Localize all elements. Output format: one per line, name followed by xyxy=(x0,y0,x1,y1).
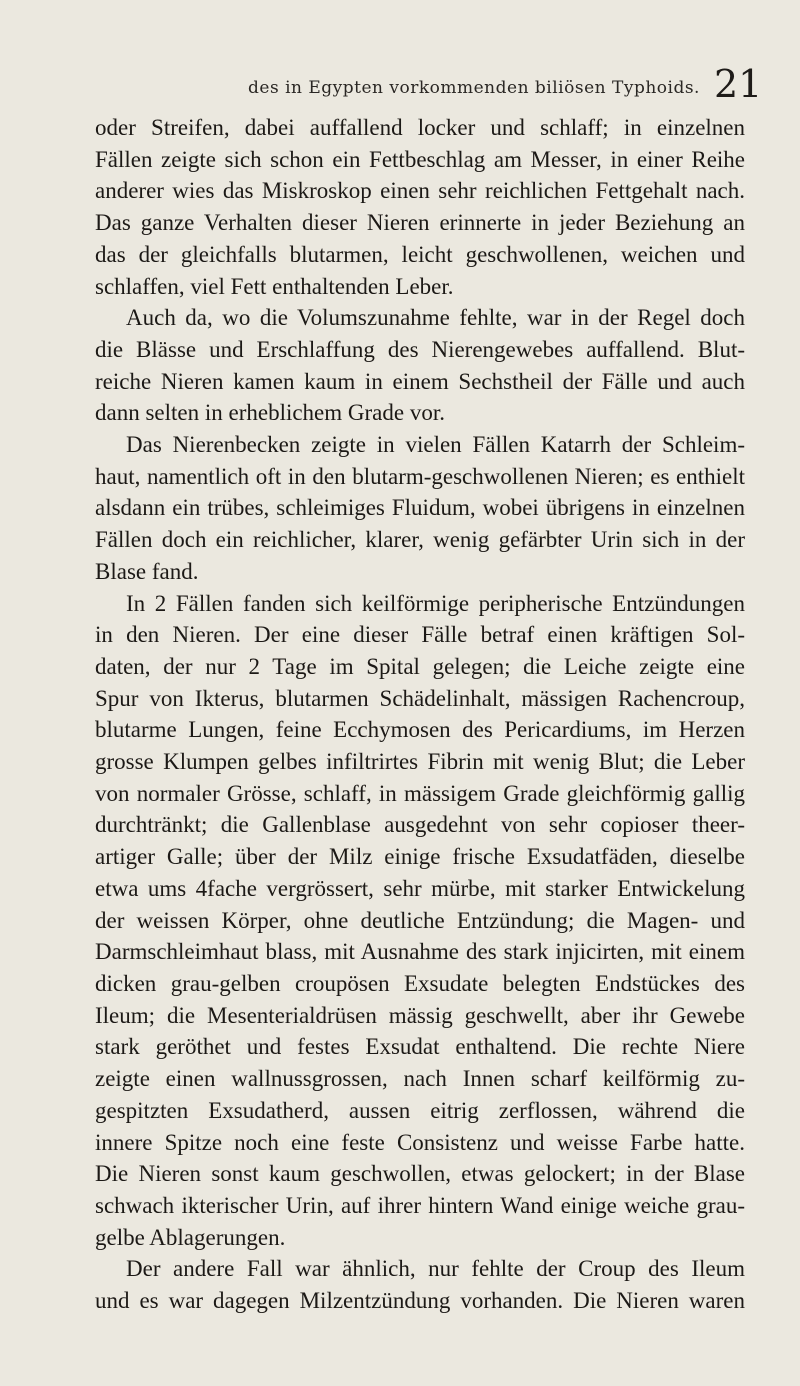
text-line: oder Streifen, dabei auffallend locker und schlaff; in einzelnen xyxy=(95,115,745,140)
page-number: 21 xyxy=(714,62,763,106)
text-line: dicken grau-gelben croupösen Exsudate belegten Endstückes des xyxy=(95,970,745,996)
text-line: Das Nierenbecken zeigte in vielen Fällen Katarrh der Schleim- xyxy=(126,432,745,458)
text-line: die Blässe und Erschlaffung des Nierengewebes auffallend. Blut- xyxy=(95,336,745,362)
text-line: Darmschleimhaut blass, mit Ausnahme des stark injicirten, mit einem xyxy=(95,939,745,965)
text-line: stark geröthet und festes Exsudat enthaltend. Die rechte Niere xyxy=(95,1034,745,1060)
text-line: artiger Galle; über der Milz einige frische Exsudatfäden, dieselbe xyxy=(95,844,745,870)
text-line: gelbe Ablagerungen. xyxy=(95,1224,286,1250)
text-line: schwach ikterischer Urin, auf ihrer hintern Wand einige weiche grau- xyxy=(95,1192,745,1218)
text-line: innere Spitze noch eine feste Consistenz und weisse Farbe hatte. xyxy=(95,1129,745,1155)
text-line: anderer wies das Miskroskop einen sehr reichlichen Fettgehalt nach. xyxy=(95,178,745,204)
text-line: Spur von Ikterus, blutarmen Schädelinhalt, mässigen Rachencroup, xyxy=(95,685,745,711)
body-text xyxy=(95,112,745,1317)
text-line: schlaffen, viel Fett enthaltenden Leber. xyxy=(95,273,454,299)
text-line: das der gleichfalls blutarmen, leicht geschwollenen, weichen und xyxy=(95,241,745,267)
text-line: daten, der nur 2 Tage im Spital gelegen; die Leiche zeigte eine xyxy=(95,653,745,679)
text-line: reiche Nieren kamen kaum in einem Sechstheil der Fälle und auch xyxy=(95,368,745,394)
text-line: Die Nieren sonst kaum geschwollen, etwas gelockert; in der Blase xyxy=(95,1161,745,1187)
text-line: gespitzten Exsudatherd, aussen eitrig zerflossen, während die xyxy=(95,1097,745,1123)
running-title: des in Egypten vorkommenden biliösen Typhoids. xyxy=(248,78,700,98)
text-line: dann selten in erheblichem Grade vor. xyxy=(95,400,445,426)
text-line: von normaler Grösse, schlaff, in mässigem Grade gleichförmig gallig xyxy=(95,780,745,806)
text-line: haut, namentlich oft in den blutarm-geschwollenen Nieren; es enthielt xyxy=(95,463,745,489)
text-line: der weissen Körper, ohne deutliche Entzündung; die Magen- und xyxy=(95,907,745,933)
text-line: Der andere Fall war ähnlich, nur fehlte der Croup des Ileum xyxy=(126,1256,745,1282)
text-line: in den Nieren. Der eine dieser Fälle betraf einen kräftigen Sol- xyxy=(95,622,745,648)
text-line: und es war dagegen Milzentzündung vorhanden. Die Nieren waren xyxy=(95,1288,745,1314)
text-line: Auch da, wo die Volumszunahme fehlte, war in der Regel doch xyxy=(126,305,745,331)
text-line: alsdann ein trübes, schleimiges Fluidum, wobei übrigens in einzelnen xyxy=(95,495,745,521)
text-line: Ileum; die Mesenterialdrüsen mässig geschwellt, aber ihr Gewebe xyxy=(95,1002,745,1028)
text-line: blutarme Lungen, feine Ecchymosen des Pericardiums, im Herzen xyxy=(95,717,745,743)
text-line: Das ganze Verhalten dieser Nieren erinnerte in jeder Beziehung an xyxy=(95,210,745,236)
text-line: durchtränkt; die Gallenblase ausgedehnt von sehr copioser theer- xyxy=(95,812,745,838)
page-header xyxy=(0,62,800,106)
text-line: Fällen doch ein reichlicher, klarer, wenig gefärbter Urin sich in der xyxy=(95,527,745,553)
text-line: zeigte einen wallnussgrossen, nach Innen scharf keilförmig zu- xyxy=(95,1066,745,1092)
text-line: Blase fand. xyxy=(95,558,199,584)
text-line: In 2 Fällen fanden sich keilförmige peripherische Entzündungen xyxy=(126,590,745,616)
text-line: etwa ums 4fache vergrössert, sehr mürbe, mit starker Entwickelung xyxy=(95,875,745,901)
text-line: grosse Klumpen gelbes infiltrirtes Fibrin mit wenig Blut; die Leber xyxy=(95,749,745,775)
text-line: Fällen zeigte sich schon ein Fettbeschlag am Messer, in einer Reihe xyxy=(95,146,745,172)
